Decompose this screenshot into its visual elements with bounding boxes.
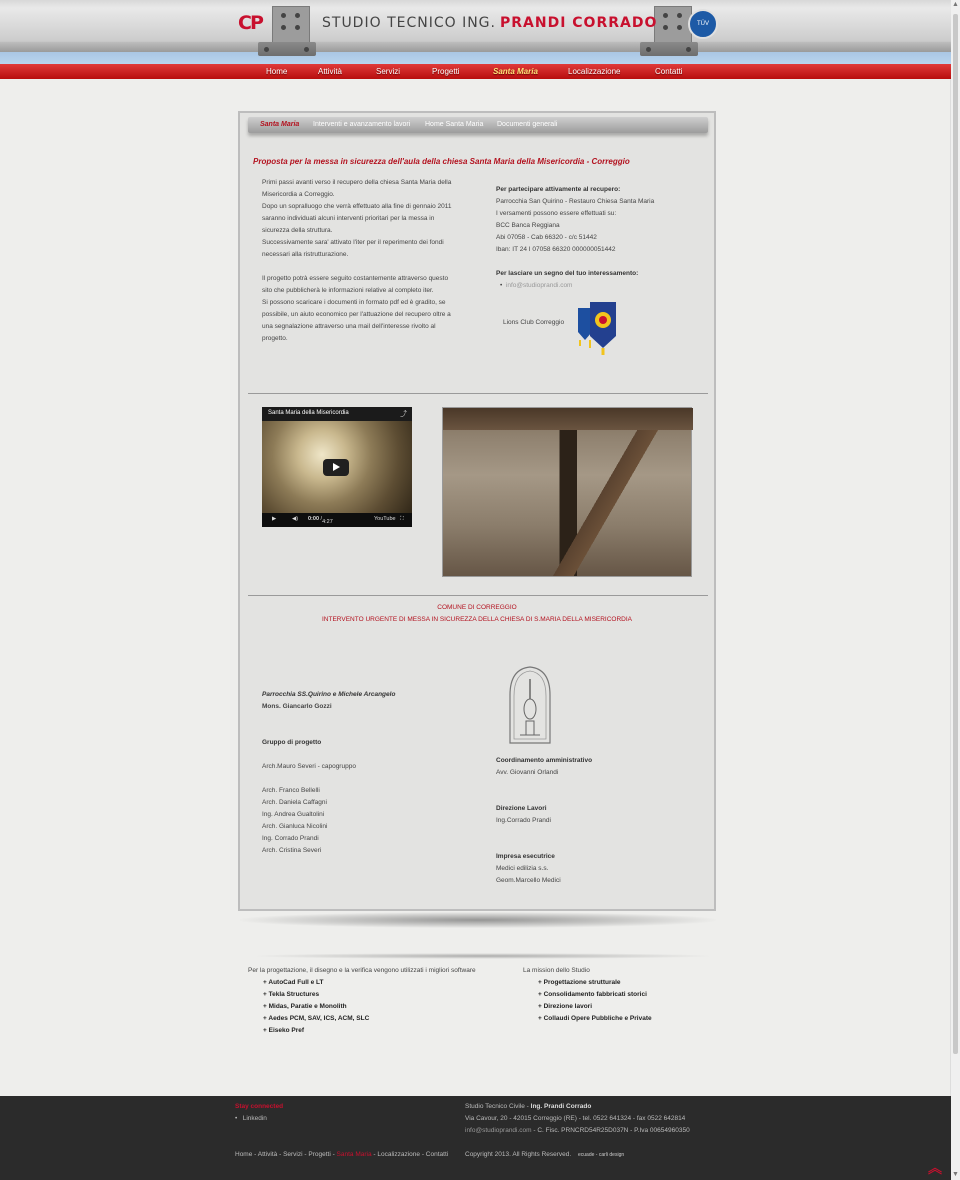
bolt-icon (281, 13, 286, 18)
donate-spacer (496, 256, 696, 268)
intro-spacer (262, 261, 462, 273)
volume-icon[interactable]: ◀) (292, 516, 299, 522)
software-item: + Aedes PCM, SAV, ICS, ACM, SLC (263, 1015, 370, 1022)
software-intro: Per la progettazione, il disegno e la verifica vengono utilizzati i migliori software (248, 967, 476, 974)
donate-title: Per partecipare attivamente al recupero: (496, 186, 621, 193)
bolt-icon (677, 13, 682, 18)
steel-beam-left (272, 6, 310, 44)
footer-email-link[interactable]: info@studioprandi.com (465, 1127, 532, 1134)
credits-spacer (262, 773, 462, 785)
email-link[interactable]: info@studioprandi.com (505, 282, 573, 289)
lions-banner-icon[interactable] (576, 300, 618, 356)
video-current-time: 0:00 (308, 516, 320, 522)
lions-label: Lions Club Correggio (503, 319, 565, 326)
footer-link-contatti[interactable]: Contatti (425, 1151, 449, 1158)
donate-line: BCC Banca Reggiana (496, 222, 560, 229)
back-to-top-icon[interactable]: ︽ (928, 1160, 942, 1176)
software-item: + Eiseko Pref (263, 1027, 305, 1034)
intro-text (262, 177, 462, 345)
subnav-santa-maria[interactable]: Santa Maria (260, 121, 300, 128)
intro-line: Si possono scaricare i documenti in formato pdf ed è gradito, se (262, 299, 446, 306)
nav-home[interactable]: Home (266, 67, 288, 76)
bolt-icon (663, 25, 668, 30)
coord-title: Coordinamento amministrativo (496, 757, 593, 764)
section-shadow (250, 953, 716, 959)
church-interior-photo (442, 407, 692, 577)
credits-right (496, 755, 696, 887)
nav-santa-maria[interactable]: Santa Maria (493, 67, 538, 76)
studio-address: Via Cavour, 20 - 42015 Correggio (RE) - tel. 0522 641324 - fax 0522 642814 (465, 1115, 686, 1122)
donate-line: I versamenti possono essere effettuati su: (496, 210, 617, 217)
mons-name: Mons. Giancarlo Gozzi (262, 703, 332, 710)
steel-beam-foot-right (640, 42, 698, 56)
mission-intro: La mission dello Studio (523, 967, 590, 974)
coord-name: Avv. Giovanni Orlandi (496, 769, 559, 776)
steel-beam-foot-left (258, 42, 316, 56)
team-member: Ing. Andrea Gualtolini (262, 811, 325, 818)
subnav-interventi[interactable]: Interventi e avanzamento lavori (313, 121, 411, 128)
intro-line: sito che pubblicherà le informazioni relative al completo iter. (262, 287, 434, 294)
nav-servizi[interactable]: Servizi (376, 67, 401, 76)
mission-item: + Consolidamento fabbricati storici (538, 991, 647, 998)
linkedin-link[interactable]: Linkedin (242, 1115, 267, 1122)
email-item: • info@studioprandi.com (500, 282, 573, 289)
donation-info (496, 184, 696, 292)
team-member: Arch. Daniela Caffagni (262, 799, 327, 806)
stay-connected: Stay connected (235, 1103, 284, 1110)
interest-title: Per lasciare un segno del tuo interessamento: (496, 270, 639, 277)
footer-link-attivita[interactable]: Attività (257, 1151, 278, 1158)
team-member: Arch. Cristina Severi (262, 847, 322, 854)
intro-line: Primi passi avanti verso il recupero della chiesa Santa Maria della (262, 179, 452, 186)
site-title-name: PRANDI CORRADO (499, 15, 658, 31)
site-header (0, 0, 951, 64)
studio-contacts: info@studioprandi.com - C. Fisc. PRNCRD54R25D037N - P.Iva 00654960350 (465, 1127, 690, 1134)
bolt-icon (295, 25, 300, 30)
youtube-logo[interactable]: YouTube (374, 516, 396, 522)
fullscreen-icon[interactable]: ⛶ (400, 516, 404, 522)
nav-progetti[interactable]: Progetti (432, 67, 460, 76)
intro-line: progetto. (262, 335, 288, 342)
bolt-icon (295, 13, 300, 18)
intro-line: sicurezza della struttura. (262, 227, 333, 234)
divider (248, 393, 708, 394)
seal-emblem (506, 665, 554, 745)
photo-wood-beam (443, 408, 693, 430)
direzione-name: Ing.Corrado Prandi (496, 817, 551, 824)
video-player[interactable] (262, 407, 412, 527)
team-member: Arch. Gianluca Nicolini (262, 823, 328, 830)
main-nav (0, 64, 951, 79)
cp-logo[interactable]: CP (238, 12, 262, 34)
credits-spacer (496, 779, 696, 803)
donate-line: Abi 07058 - Cab 66320 - c/c 51442 (496, 234, 597, 241)
video-duration: 4:27 (322, 519, 333, 525)
nav-localizzazione[interactable]: Localizzazione (568, 67, 621, 76)
play-icon[interactable]: ▶ (272, 516, 277, 522)
credits-spacer (262, 749, 462, 761)
bolt-icon (304, 47, 309, 52)
panel-shadow (240, 912, 716, 928)
bolt-icon (663, 13, 668, 18)
intro-line: Il progetto potrà essere seguito costantemente attraverso questo (262, 275, 449, 282)
donate-line: Parrocchia San Quirino - Restauro Chiesa Santa Maria (496, 198, 655, 205)
page-scrollbar[interactable] (950, 0, 960, 1180)
video-controls (262, 513, 412, 527)
team-member: Ing. Corrado Prandi (262, 835, 319, 842)
footer-link-servizi[interactable]: Servizi (283, 1151, 303, 1158)
footer-link-localizzazione[interactable]: Localizzazione (377, 1151, 421, 1158)
team-member: Arch. Franco Bellelli (262, 787, 320, 794)
scrollbar-thumb[interactable] (953, 14, 958, 1054)
intro-line: possibile, un aiuto economico per l'attuazione del recupero oltre a (262, 311, 451, 318)
nav-contatti[interactable]: Contatti (655, 67, 683, 76)
scroll-down-icon[interactable]: ▼ (952, 1171, 959, 1178)
scroll-up-icon[interactable]: ▲ (952, 1, 959, 8)
steel-rail (0, 42, 951, 52)
software-item: + Tekla Structures (263, 991, 320, 998)
footer-link-home[interactable]: Home (235, 1151, 253, 1158)
video-title[interactable]: Santa Maria della Misericordia (268, 410, 349, 416)
impresa-title: Impresa esecutrice (496, 853, 555, 860)
intro-line: Misericordia a Correggio. (262, 191, 335, 198)
mission-list (523, 965, 723, 1025)
intro-line: una segnalazione attraverso una mail dell'interesse rivolto al (262, 323, 436, 330)
footer-links: Home - Attività - Servizi - Progetti - Santa Maria - Localizzazione - Contatti (235, 1151, 449, 1158)
intro-line: necessari alla ristrutturazione. (262, 251, 349, 258)
software-item: + AutoCad Full e LT (263, 979, 324, 986)
mission-item: + Collaudi Opere Pubbliche e Private (538, 1015, 652, 1022)
bolt-icon (264, 47, 269, 52)
mission-item: + Direzione lavori (538, 1003, 593, 1010)
nav-attivita[interactable]: Attività (318, 67, 343, 76)
bolt-icon (677, 25, 682, 30)
site-title (322, 15, 657, 31)
site-title-prefix: STUDIO TECNICO ING. (322, 15, 496, 31)
intro-line: saranno individuati alcuni interventi prioritari per la messa in (262, 215, 435, 222)
bolt-icon (646, 47, 651, 52)
tuv-certification-icon: TÜV (688, 9, 718, 39)
software-list (248, 965, 508, 1037)
mission-item: + Progettazione strutturale (538, 979, 621, 986)
impresa-line: Geom.Marcello Medici (496, 877, 561, 884)
video-time: 0:00 / 4:27 (308, 516, 333, 525)
bolt-icon (686, 47, 691, 52)
parrocchia-name: Parrocchia SS.Quirino e Michele Arcangelo (262, 691, 396, 698)
donate-line: Iban: IT 24 I 07058 66320 000000051442 (496, 246, 616, 253)
credits-left (262, 689, 462, 857)
comune-title: COMUNE DI CORREGGIO (437, 604, 517, 611)
bolt-icon (281, 25, 286, 30)
studio-name: Studio Tecnico Civile - Ing. Prandi Corrado (465, 1103, 592, 1110)
capogruppo: Arch.Mauro Severi - capogruppo (262, 763, 356, 770)
credits-spacer (496, 827, 696, 851)
site-footer (0, 1096, 951, 1180)
linkedin-item: • Linkedin (235, 1115, 267, 1122)
steel-beam-right (654, 6, 692, 44)
copyright: Copyright 2013. All Rights Reserved. (465, 1151, 572, 1158)
share-icon[interactable]: ⤴ (400, 411, 407, 418)
gruppo-title: Gruppo di progetto (262, 739, 322, 746)
software-item: + Midas, Paratie e Monolith (263, 1003, 347, 1010)
footer-link-santa-maria[interactable]: Santa Maria (336, 1151, 372, 1158)
play-button[interactable] (323, 459, 349, 476)
direzione-title: Direzione Lavori (496, 805, 547, 812)
divider (248, 595, 708, 596)
intro-line: Successivamente sara' attivato l'iter per il reperimento dei fondi (262, 239, 444, 246)
subnav-home-santa-maria[interactable]: Home Santa Maria (425, 121, 484, 128)
subnav-documenti[interactable]: Documenti generali (497, 121, 558, 128)
credits-spacer (262, 713, 462, 737)
impresa-line: Medici edilizia s.s. (496, 865, 549, 872)
page-headline: Proposta per la messa in sicurezza dell'aula della chiesa Santa Maria della Misericordia - Correggio (253, 157, 630, 166)
intro-line: Dopo un sopralluogo che verrà effettuato alla fine di gennaio 2011 (262, 203, 452, 210)
sub-nav (248, 117, 708, 133)
footer-link-progetti[interactable]: Progetti (308, 1151, 331, 1158)
intervento-title: INTERVENTO URGENTE DI MESSA IN SICUREZZA DELLA CHIESA DI S.MARIA DELLA MISERICORDIA (321, 616, 633, 623)
credit-logos[interactable]: ecuade - carli design (578, 1152, 625, 1158)
